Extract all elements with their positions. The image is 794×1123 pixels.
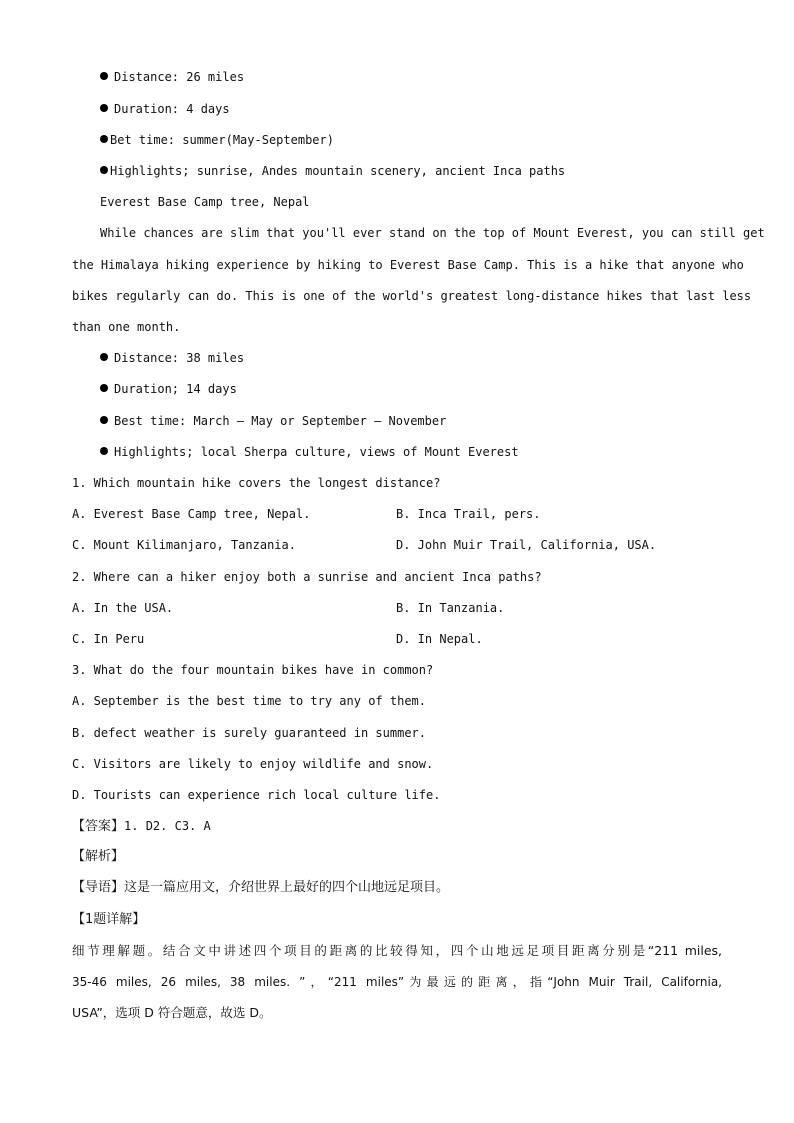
question-1-option-d: D. John Muir Trail, California, USA. (396, 538, 657, 552)
answer-label: 【答案】 (72, 819, 125, 834)
everest-distance-text: Distance: 38 miles (114, 351, 245, 365)
inca-best-time (100, 132, 334, 148)
everest-title: Everest Base Camp tree, Nepal (100, 195, 310, 209)
detail-1-line-3: USA”，选项 D 符合题意，故选 D。 (72, 1005, 272, 1020)
guide-label: 【导语】 (72, 880, 125, 895)
everest-highlights (100, 444, 519, 460)
question-3-option-b: B. defect weather is surely guaranteed in summer. (72, 726, 427, 740)
answer-line (72, 818, 211, 835)
bullet-icon (100, 135, 108, 143)
bullet-icon (100, 104, 108, 112)
question-1-option-c: C. Mount Kilimanjaro, Tanzania. (72, 538, 296, 552)
bullet-icon (100, 72, 108, 80)
inca-highlights (100, 163, 565, 179)
detail-1-line-1: 细节理解题。结合文中讲述四个项目的距离的比较得知，四个山地远足项目距离分别是“211 miles, (72, 943, 722, 958)
inca-duration-text: Duration: 4 days (114, 102, 230, 116)
question-2-option-b: B. In Tanzania. (396, 601, 505, 615)
everest-duration-text: Duration; 14 days (114, 382, 237, 396)
bullet-icon (100, 353, 108, 361)
everest-para-line-2: the Himalaya hiking experience by hiking to Everest Base Camp. This is a hike that anyone who (72, 258, 744, 272)
question-3-option-d: D. Tourists can experience rich local culture life. (72, 788, 441, 802)
question-3-stem: 3. What do the four mountain bikes have in common? (72, 663, 434, 677)
analysis-label: 【解析】 (72, 849, 125, 864)
inca-duration (100, 101, 230, 117)
bullet-icon (100, 166, 108, 174)
detail-1-label: 【1题详解】 (72, 912, 146, 927)
inca-highlights-text: Highlights; sunrise, Andes mountain scenery, ancient Inca paths (110, 164, 566, 178)
question-3-option-a: A. September is the best time to try any of them. (72, 694, 427, 708)
everest-duration (100, 381, 237, 397)
detail-1-line-2: 35-46 miles, 26 miles, 38 miles. ”，“211 miles”为最远的距离，指“John Muir Trail, California, (72, 975, 722, 989)
question-1-option-a: A. Everest Base Camp tree, Nepal. (72, 507, 311, 521)
everest-best-time (100, 413, 446, 429)
question-1-option-b: B. Inca Trail, pers. (396, 507, 541, 521)
question-3-option-c: C. Visitors are likely to enjoy wildlife and snow. (72, 757, 434, 771)
bullet-icon (100, 447, 108, 455)
everest-para-line-4: than one month. (72, 320, 181, 334)
question-1-stem: 1. Which mountain hike covers the longest distance? (72, 476, 441, 490)
question-2-option-d: D. In Nepal. (396, 632, 483, 646)
bullet-icon (100, 384, 108, 392)
inca-distance (100, 69, 244, 85)
question-2-option-c: C. In Peru (72, 632, 145, 646)
guide-line (72, 880, 449, 896)
question-2-option-a: A. In the USA. (72, 601, 174, 615)
everest-distance (100, 350, 244, 366)
everest-highlights-text: Highlights; local Sherpa culture, views of Mount Everest (114, 445, 519, 459)
question-2-stem: 2. Where can a hiker enjoy both a sunrise and ancient Inca paths? (72, 570, 542, 584)
guide-text: 这是一篇应用文，介绍世界上最好的四个山地远足项目。 (124, 880, 450, 895)
everest-para-line-1: While chances are slim that you'll ever stand on the top of Mount Everest, you can still get (100, 226, 765, 240)
inca-best-time-text: Bet time: summer(May-September) (110, 133, 334, 147)
answer-text: 1. D2. C3. A (124, 819, 211, 833)
everest-best-time-text: Best time: March – May or September – November (114, 414, 447, 428)
inca-distance-text: Distance: 26 miles (114, 70, 245, 84)
everest-para-line-3: bikes regularly can do. This is one of the world's greatest long-distance hikes that last less (72, 289, 752, 303)
bullet-icon (100, 416, 108, 424)
